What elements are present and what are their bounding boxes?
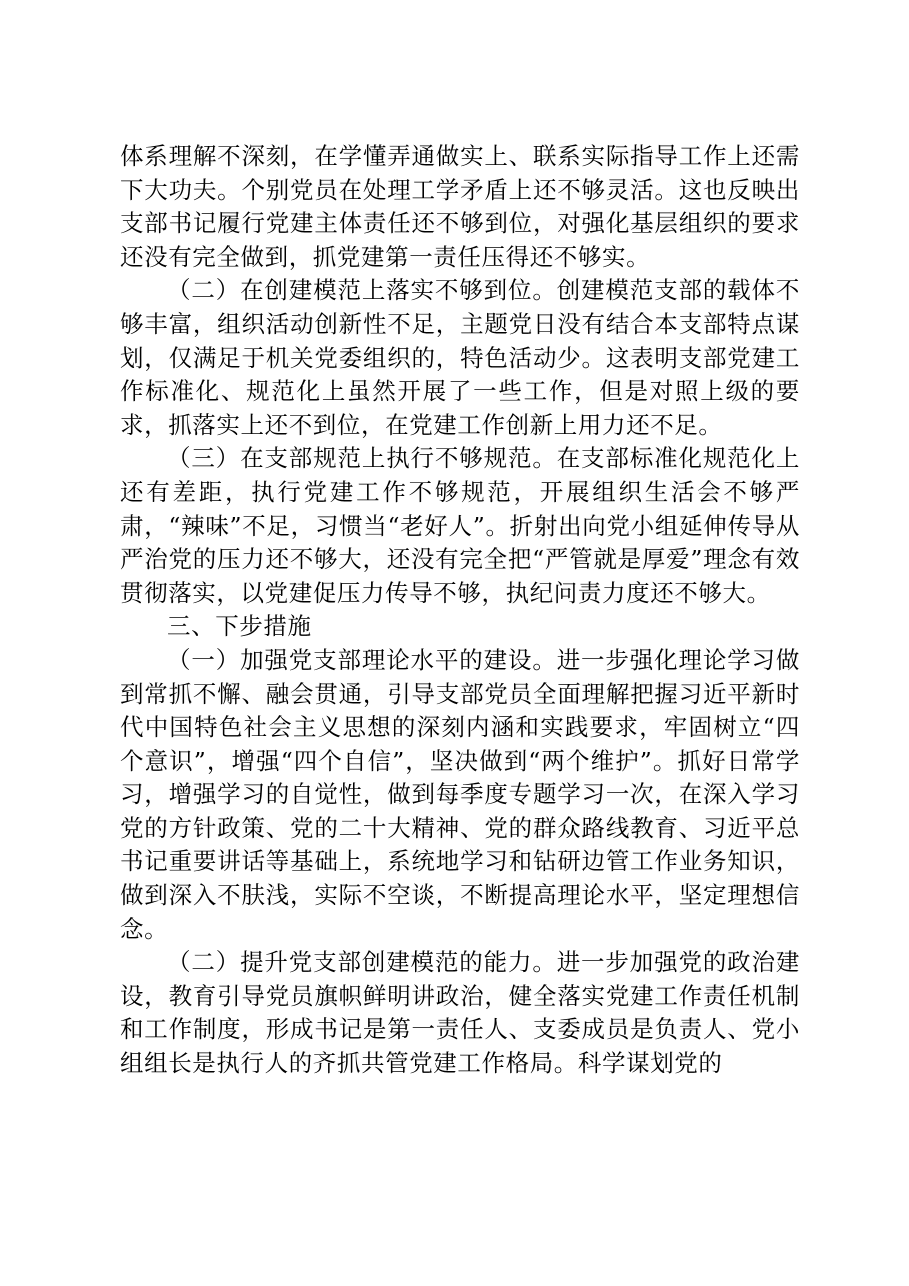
- paragraph-3: （三）在支部规范上执行不够规范。在支部标准化规范化上还有差距，执行党建工作不够规范，开展组织生活会不够严肃，“辣味”不足，习惯当“老好人”。折射出向党小组延伸传导从严治党的压力还不够大，还没有完全把“严管就是厚爱”理念有效贯彻落实，以党建促压力传导不够，执纪问责力度还不够大。: [120, 444, 800, 607]
- section-heading: 三、下步措施: [167, 612, 312, 641]
- paragraph-1: 体系理解不深刻，在学懂弄通做实上、联系实际指导工作上还需下大功夫。个别党员在处理工学矛盾上还不够灵活。这也反映出支部书记履行党建主体责任还不够到位，对强化基层组织的要求还没有完全做到，抓党建第一责任压得还不够实。: [120, 142, 800, 271]
- paragraph-5: （二）提升党支部创建模范的能力。进一步加强党的政治建设，教育引导党员旗帜鲜明讲政治，健全落实党建工作责任机制和工作制度，形成书记是第一责任人、支委成员是负责人、党小组组长是执行人的齐抓共管党建工作格局。科学谋划党的: [120, 948, 800, 1078]
- document-body: [120, 140, 800, 1081]
- paragraph-4: （一）加强党支部理论水平的建设。进一步强化理论学习做到常抓不懈、融会贯通，引导支部党员全面理解把握习近平新时代中国特色社会主义思想的深刻内涵和实践要求，牢固树立“四个意识”，增强“四个自信”，坚决做到“两个维护”。抓好日常学习，增强学习的自觉性，做到每季度专题学习一次，在深入学习党的方针政策、党的二十大精神、党的群众路线教育、习近平总书记重要讲话等基础上，系统地学习和钻研边管工作业务知识，做到深入不肤浅，实际不空谈，不断提高理论水平，坚定理想信念。: [120, 645, 800, 943]
- paragraph-2: （二）在创建模范上落实不够到位。创建模范支部的载体不够丰富，组织活动创新性不足，主题党日没有结合本支部特点谋划，仅满足于机关党委组织的，特色活动少。这表明支部党建工作标准化、规范化上虽然开展了一些工作，但是对照上级的要求，抓落实上还不到位，在党建工作创新上用力还不足。: [120, 276, 800, 439]
